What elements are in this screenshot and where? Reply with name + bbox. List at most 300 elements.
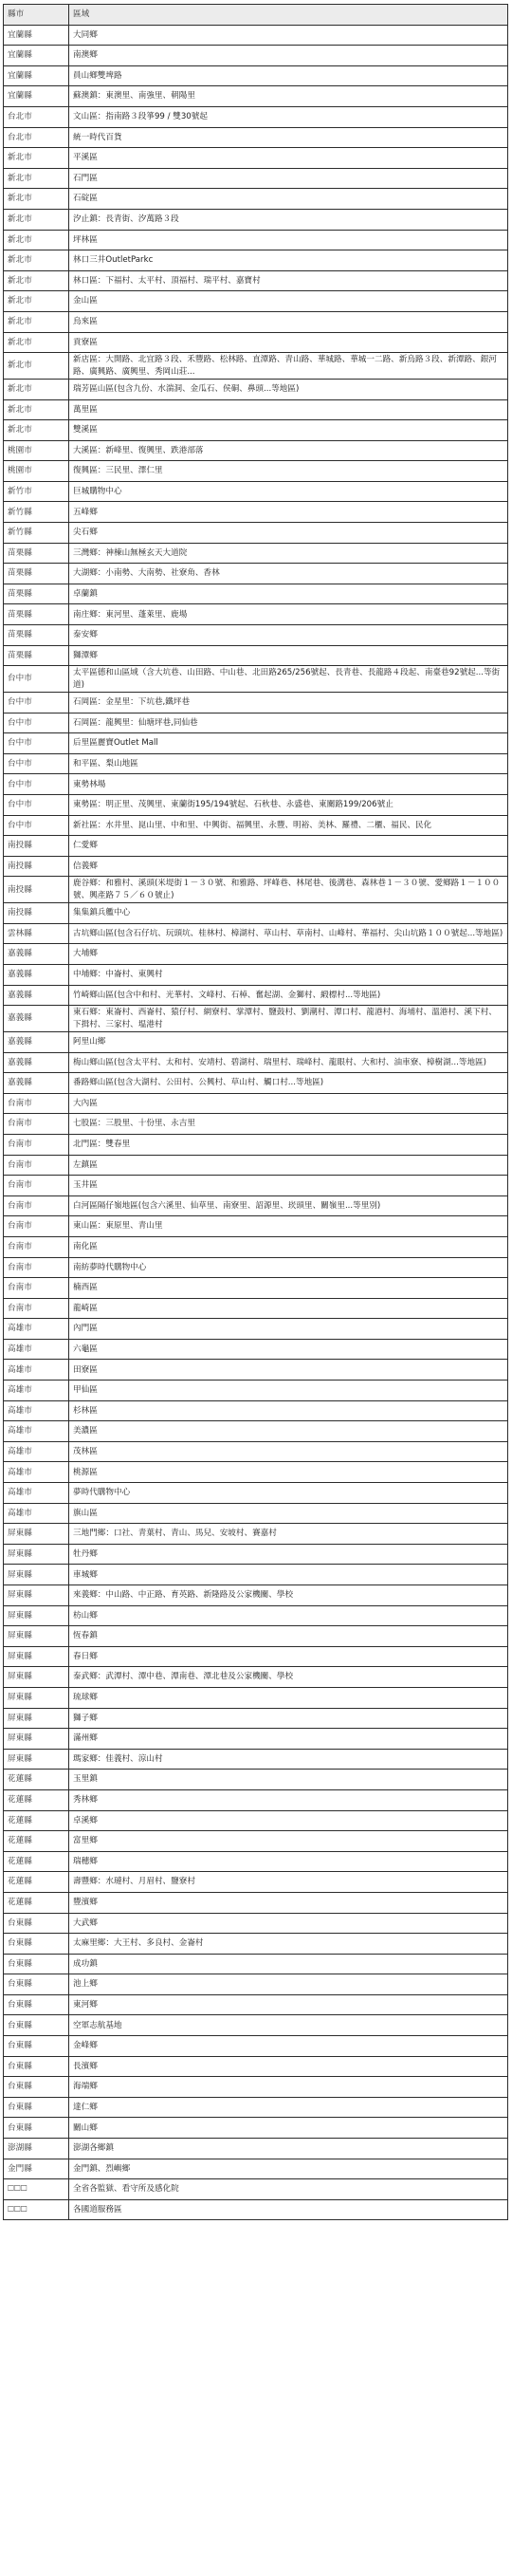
table-row (4, 1319, 508, 1340)
table-row (4, 209, 508, 230)
county-cell: 新竹縣 (4, 523, 69, 544)
table-row (4, 856, 508, 877)
county-cell: 嘉義縣 (4, 1052, 69, 1073)
county-cell: 新北市 (4, 399, 69, 420)
table-row (4, 1257, 508, 1278)
table-row (4, 836, 508, 857)
county-cell: 屏東縣 (4, 1687, 69, 1708)
county-cell: 新竹市 (4, 481, 69, 502)
table-row (4, 250, 508, 271)
county-cell: 台東縣 (4, 2056, 69, 2077)
area-cell: 北門區：雙春里 (69, 1134, 508, 1155)
area-cell: 石岡區：金星里：下坑巷,鐵坪巷 (69, 693, 508, 713)
area-cell: 瑞穗鄉 (69, 1851, 508, 1872)
table-row (4, 230, 508, 250)
county-cell: 屏東縣 (4, 1544, 69, 1565)
county-cell: 新北市 (4, 379, 69, 399)
area-cell: 后里區麗寶Outlet Mall (69, 733, 508, 754)
area-cell: 富里鄉 (69, 1831, 508, 1852)
area-cell: 南庄鄉：東河里、蓬萊里、鹿場 (69, 604, 508, 625)
county-cell: 屏東縣 (4, 1605, 69, 1626)
county-cell: 高雄市 (4, 1381, 69, 1401)
county-cell: 屏東縣 (4, 1565, 69, 1585)
county-cell: 台南市 (4, 1298, 69, 1319)
table-row (4, 353, 508, 380)
county-cell: 新竹縣 (4, 502, 69, 523)
area-cell: 南化區 (69, 1236, 508, 1257)
area-cell: 東勢林場 (69, 774, 508, 795)
table-row (4, 985, 508, 1006)
table-row (4, 2015, 508, 2036)
county-cell: 苗栗縣 (4, 543, 69, 564)
county-cell: 台東縣 (4, 2015, 69, 2036)
table-row (4, 1565, 508, 1585)
county-cell: 高雄市 (4, 1462, 69, 1483)
delivery-area-table-container (3, 4, 507, 2220)
area-cell: 貢寮區 (69, 332, 508, 353)
area-cell: 春日鄉 (69, 1646, 508, 1667)
area-cell: 卓蘭鎮 (69, 584, 508, 604)
county-cell: 屏東縣 (4, 1646, 69, 1667)
area-cell: 玉井區 (69, 1176, 508, 1196)
county-cell: 花蓮縣 (4, 1789, 69, 1810)
table-row (4, 2159, 508, 2179)
table-row (4, 543, 508, 564)
county-cell: 台南市 (4, 1236, 69, 1257)
table-row (4, 2139, 508, 2159)
table-row (4, 65, 508, 86)
area-cell: 東勢區：明正里、茂興里、東蘭街195/194號起、石秋巷、永盛巷、東關路199/206號止 (69, 795, 508, 816)
table-row (4, 1667, 508, 1688)
county-cell: 嘉義縣 (4, 1031, 69, 1052)
table-row (4, 1831, 508, 1852)
table-row (4, 1093, 508, 1114)
table-row (4, 440, 508, 461)
table-row (4, 2056, 508, 2077)
county-cell: 新北市 (4, 353, 69, 380)
table-row (4, 693, 508, 713)
county-cell: 南投縣 (4, 856, 69, 877)
area-cell: 金門鎮、烈嶼鄉 (69, 2159, 508, 2179)
county-cell: 屏東縣 (4, 1729, 69, 1750)
table-row (4, 502, 508, 523)
table-row (4, 1052, 508, 1073)
county-cell: 苗栗縣 (4, 584, 69, 604)
area-cell: 關山鄉 (69, 2118, 508, 2139)
county-cell: 高雄市 (4, 1360, 69, 1381)
header-area: 區域 (69, 5, 508, 26)
table-row (4, 1994, 508, 2015)
table-row (4, 2077, 508, 2098)
county-cell: 高雄市 (4, 1421, 69, 1442)
area-cell: 左鎮區 (69, 1155, 508, 1176)
table-row (4, 1954, 508, 1974)
area-cell: 統一時代百貨 (69, 127, 508, 148)
table-row (4, 584, 508, 604)
area-cell: 烏來區 (69, 311, 508, 332)
county-cell: 台南市 (4, 1155, 69, 1176)
table-body (4, 25, 508, 2220)
county-cell: 台北市 (4, 106, 69, 127)
area-cell: 恆春鎮 (69, 1626, 508, 1647)
county-cell: 新北市 (4, 209, 69, 230)
area-cell: 巨城購物中心 (69, 481, 508, 502)
county-cell: 台中市 (4, 815, 69, 836)
area-cell: 萬里區 (69, 399, 508, 420)
area-cell: 復興區：三民里、澤仁里 (69, 461, 508, 482)
county-cell: 台中市 (4, 693, 69, 713)
county-cell: 南投縣 (4, 903, 69, 924)
table-row (4, 1729, 508, 1750)
area-cell: 七股區：三股里、十份里、永吉里 (69, 1114, 508, 1135)
county-cell: 台東縣 (4, 1954, 69, 1974)
county-cell: 台東縣 (4, 2036, 69, 2057)
area-cell: 新店區：大開路、北宜路３段、禾豐路、松林路、直潭路、青山路、華城路、華城一二路、新烏路３段、新潭路、銀河路、廣興路、廣興里、秀岡山莊... (69, 353, 508, 380)
area-cell: 桃源區 (69, 1462, 508, 1483)
table-row (4, 733, 508, 754)
county-cell: 苗栗縣 (4, 564, 69, 584)
area-cell: 雙溪區 (69, 420, 508, 441)
table-row (4, 86, 508, 107)
area-cell: 池上鄉 (69, 1974, 508, 1995)
area-cell: 茂林區 (69, 1441, 508, 1462)
table-row (4, 753, 508, 774)
table-row (4, 1646, 508, 1667)
county-cell: 新北市 (4, 230, 69, 250)
county-cell: 高雄市 (4, 1503, 69, 1524)
table-row (4, 481, 508, 502)
county-cell: 花蓮縣 (4, 1851, 69, 1872)
area-cell: 獅子鄉 (69, 1708, 508, 1729)
area-cell: 枋山鄉 (69, 1605, 508, 1626)
county-cell: 苗栗縣 (4, 625, 69, 646)
area-cell: 泰安鄉 (69, 625, 508, 646)
county-cell: 台東縣 (4, 1994, 69, 2015)
county-cell: 屏東縣 (4, 1667, 69, 1688)
county-cell: 宜蘭縣 (4, 65, 69, 86)
table-row (4, 877, 508, 903)
table-row (4, 1605, 508, 1626)
area-cell: 成功鎮 (69, 1954, 508, 1974)
area-cell: 瑪家鄉：佳義村、涼山村 (69, 1749, 508, 1770)
table-row (4, 1441, 508, 1462)
table-row (4, 1176, 508, 1196)
county-cell: 屏東縣 (4, 1626, 69, 1647)
area-cell: 夢時代購物中心 (69, 1483, 508, 1504)
area-cell: 白河區隔仔嶺地區(包含六溪里、仙草里、南寮里、詔源里、崁頭里、關嶺里...等里別) (69, 1195, 508, 1216)
county-cell: 嘉義縣 (4, 944, 69, 965)
county-cell: 新北市 (4, 311, 69, 332)
area-cell: 信義鄉 (69, 856, 508, 877)
area-cell: 員山鄉雙埤路 (69, 65, 508, 86)
county-cell: 台南市 (4, 1093, 69, 1114)
area-cell: 空軍志航基地 (69, 2015, 508, 2036)
table-row (4, 1913, 508, 1934)
county-cell: 台東縣 (4, 2097, 69, 2118)
area-cell: 竹崎鄉山區(包含中和村、光華村、文峰村、石棹、奮起湖、金獅村、緞標村...等地區) (69, 985, 508, 1006)
county-cell: 嘉義縣 (4, 964, 69, 985)
area-cell: 各國道服務區 (69, 2199, 508, 2220)
area-cell: 大武鄉 (69, 1913, 508, 1934)
county-cell: 澎湖縣 (4, 2139, 69, 2159)
table-row (4, 420, 508, 441)
county-cell: 台南市 (4, 1278, 69, 1299)
area-cell: 玉里鎮 (69, 1770, 508, 1790)
table-row (4, 1298, 508, 1319)
county-cell: 新北市 (4, 250, 69, 271)
county-cell: 台中市 (4, 733, 69, 754)
area-cell: 泰武鄉：武潭村、潭中巷、潭南巷、潭北巷及公家機關、學校 (69, 1667, 508, 1688)
area-cell: 新社區：水井里、崑山里、中和里、中興街、福興里、永豐、明裕、美林、羅禮、二櫃、福民、民化 (69, 815, 508, 836)
area-cell: 牡丹鄉 (69, 1544, 508, 1565)
area-cell: 秀林鄉 (69, 1789, 508, 1810)
county-cell: 新北市 (4, 332, 69, 353)
area-cell: 鹿谷鄉：和雅村、溪頭(米堤街１－３０號、和雅路、坪峰巷、林尾巷、後溝巷、森林巷１－３０號、愛鄉路１－１００號、興產路７５／６０號止) (69, 877, 508, 903)
area-cell: 六龜區 (69, 1339, 508, 1360)
area-cell: 太麻里鄉：大王村、多良村、金崙村 (69, 1934, 508, 1955)
table-row (4, 291, 508, 312)
table-row (4, 1770, 508, 1790)
table-row (4, 564, 508, 584)
area-cell: 豐濱鄉 (69, 1892, 508, 1913)
county-cell: 台南市 (4, 1176, 69, 1196)
area-cell: 汐止鎮：長青街、汐萬路３段 (69, 209, 508, 230)
area-cell: 大同鄉 (69, 25, 508, 46)
area-cell: 石碇區 (69, 189, 508, 210)
area-cell: 東河鄉 (69, 1994, 508, 2015)
county-cell: 高雄市 (4, 1400, 69, 1421)
county-cell: 新北市 (4, 148, 69, 169)
area-cell: 車城鄉 (69, 1565, 508, 1585)
county-cell: 台東縣 (4, 2077, 69, 2098)
county-cell: 苗栗縣 (4, 645, 69, 666)
county-cell: 新北市 (4, 168, 69, 189)
area-cell: 石岡區：龍興里：仙塘坪巷,同仙巷 (69, 713, 508, 733)
county-cell: 花蓮縣 (4, 1770, 69, 1790)
area-cell: 美濃區 (69, 1421, 508, 1442)
area-cell: 梅山鄉山區(包含太平村、太和村、安靖村、碧湖村、瑞里村、瑞峰村、龍眼村、大和村、油車寮、樟樹湖...等地區) (69, 1052, 508, 1073)
table-row (4, 1687, 508, 1708)
table-row (4, 713, 508, 733)
area-cell: 卓溪鄉 (69, 1810, 508, 1831)
table-row (4, 964, 508, 985)
county-cell: 宜蘭縣 (4, 46, 69, 66)
area-cell: 杉林區 (69, 1400, 508, 1421)
county-cell: 花蓮縣 (4, 1872, 69, 1893)
table-row (4, 2199, 508, 2220)
table-row (4, 1236, 508, 1257)
area-cell: 大湖鄉：小南勢、大南勢、社寮角、香林 (69, 564, 508, 584)
county-cell: 台東縣 (4, 1974, 69, 1995)
table-row (4, 944, 508, 965)
area-cell: 尖石鄉 (69, 523, 508, 544)
table-row (4, 1810, 508, 1831)
county-cell: 台中市 (4, 795, 69, 816)
area-cell: 獅潭鄉 (69, 645, 508, 666)
table-row (4, 1462, 508, 1483)
county-cell: 花蓮縣 (4, 1831, 69, 1852)
table-row (4, 1749, 508, 1770)
area-cell: 阿里山鄉 (69, 1031, 508, 1052)
table-row (4, 461, 508, 482)
area-cell: 石門區 (69, 168, 508, 189)
header-county: 縣市 (4, 5, 69, 26)
area-cell: 大溪區：新峰里、復興里、跌港部落 (69, 440, 508, 461)
table-row (4, 148, 508, 169)
county-cell: 🞎🞎🞎 (4, 2179, 69, 2200)
area-cell: 壽豐鄉：水璉村、月眉村、鹽寮村 (69, 1872, 508, 1893)
county-cell: 宜蘭縣 (4, 86, 69, 107)
table-row (4, 1216, 508, 1237)
table-row (4, 1114, 508, 1135)
table-row (4, 523, 508, 544)
area-cell: 來義鄉：中山路、中正路、育英路、新隆路及公家機關、學校 (69, 1585, 508, 1606)
area-cell: 蘇澳鎮：東澳里、南強里、朝陽里 (69, 86, 508, 107)
county-cell: 屏東縣 (4, 1585, 69, 1606)
county-cell: 🞎🞎🞎 (4, 2199, 69, 2220)
county-cell: 南投縣 (4, 836, 69, 857)
area-cell: 東山區：東原里、青山里 (69, 1216, 508, 1237)
county-cell: 高雄市 (4, 1319, 69, 1340)
area-cell: 楠西區 (69, 1278, 508, 1299)
county-cell: 台中市 (4, 713, 69, 733)
county-cell: 嘉義縣 (4, 985, 69, 1006)
county-cell: 雲林縣 (4, 923, 69, 944)
area-cell: 琉球鄉 (69, 1687, 508, 1708)
county-cell: 桃園市 (4, 440, 69, 461)
table-row (4, 1400, 508, 1421)
table-row (4, 1155, 508, 1176)
area-cell: 五峰鄉 (69, 502, 508, 523)
table-row (4, 1585, 508, 1606)
table-row (4, 332, 508, 353)
table-row (4, 1031, 508, 1052)
area-cell: 大埔鄉 (69, 944, 508, 965)
county-cell: 新北市 (4, 291, 69, 312)
table-row (4, 270, 508, 291)
county-cell: 台南市 (4, 1257, 69, 1278)
table-row (4, 2036, 508, 2057)
county-cell: 南投縣 (4, 877, 69, 903)
table-row (4, 625, 508, 646)
table-row (4, 1134, 508, 1155)
county-cell: 新北市 (4, 189, 69, 210)
area-cell: 林口區：下福村、太平村、頂福村、瑞平村、嘉寶村 (69, 270, 508, 291)
table-row (4, 1195, 508, 1216)
county-cell: 花蓮縣 (4, 1892, 69, 1913)
table-row (4, 1851, 508, 1872)
area-cell: 金山區 (69, 291, 508, 312)
area-cell: 中埔鄉：中崙村、東興村 (69, 964, 508, 985)
table-row (4, 1381, 508, 1401)
table-row (4, 1006, 508, 1032)
table-row (4, 1892, 508, 1913)
area-cell: 番路鄉山區(包含大湖村、公田村、公興村、草山村、觸口村...等地區) (69, 1073, 508, 1094)
table-row (4, 127, 508, 148)
table-row (4, 1503, 508, 1524)
area-cell: 集集鎮兵艦中心 (69, 903, 508, 924)
area-cell: 太平區德和山區域（含大坑巷、山田路、中山巷、北田路265/256號起、長青巷、長龍路４段起、南臺巷92號起...等街道) (69, 666, 508, 693)
table-row (4, 1360, 508, 1381)
county-cell: 台南市 (4, 1216, 69, 1237)
area-cell: 澎湖各鄉鎮 (69, 2139, 508, 2159)
area-cell: 平溪區 (69, 148, 508, 169)
area-cell: 林口三井OutletParkc (69, 250, 508, 271)
county-cell: 台南市 (4, 1134, 69, 1155)
area-cell: 內門區 (69, 1319, 508, 1340)
table-row (4, 774, 508, 795)
county-cell: 台東縣 (4, 2118, 69, 2139)
area-cell: 瑞芳區山區(包含九份、水湍洞、金瓜石、侯硐、鼻頭...等地區) (69, 379, 508, 399)
area-cell: 南紡夢時代購物中心 (69, 1257, 508, 1278)
table-row (4, 2179, 508, 2200)
area-cell: 三灣鄉：神棟山無極玄天大道院 (69, 543, 508, 564)
area-cell: 古坑鄉山區(包含石仔坑、玩頭坑、桂林村、樟湖村、草山村、草南村、山峰村、華福村、尖山坑路１００號起...等地區) (69, 923, 508, 944)
table-row (4, 106, 508, 127)
table-row (4, 1524, 508, 1545)
area-cell: 三地門鄉：口社、青葉村、青山、馬兒、安坡村、賽嘉村 (69, 1524, 508, 1545)
county-cell: 桃園市 (4, 461, 69, 482)
county-cell: 苗栗縣 (4, 604, 69, 625)
county-cell: 台中市 (4, 666, 69, 693)
table-row (4, 1483, 508, 1504)
area-cell: 海端鄉 (69, 2077, 508, 2098)
county-cell: 高雄市 (4, 1483, 69, 1504)
county-cell: 台南市 (4, 1114, 69, 1135)
county-cell: 高雄市 (4, 1441, 69, 1462)
county-cell: 嘉義縣 (4, 1006, 69, 1032)
county-cell: 台南市 (4, 1195, 69, 1216)
county-cell: 台北市 (4, 127, 69, 148)
table-row (4, 795, 508, 816)
county-cell: 金門縣 (4, 2159, 69, 2179)
table-row (4, 903, 508, 924)
county-cell: 台東縣 (4, 1934, 69, 1955)
table-row (4, 645, 508, 666)
table-row (4, 1544, 508, 1565)
area-cell: 長濱鄉 (69, 2056, 508, 2077)
area-cell: 全省各監獄、看守所及感化院 (69, 2179, 508, 2200)
table-row (4, 1339, 508, 1360)
county-cell: 台東縣 (4, 1913, 69, 1934)
table-row (4, 1626, 508, 1647)
table-row (4, 1421, 508, 1442)
area-cell: 和平區、梨山地區 (69, 753, 508, 774)
county-cell: 新北市 (4, 270, 69, 291)
area-cell: 田寮區 (69, 1360, 508, 1381)
table-row (4, 25, 508, 46)
table-row (4, 311, 508, 332)
table-row (4, 46, 508, 66)
table-row (4, 2118, 508, 2139)
county-cell: 花蓮縣 (4, 1810, 69, 1831)
table-row (4, 399, 508, 420)
table-row (4, 1789, 508, 1810)
table-row (4, 604, 508, 625)
area-cell: 金峰鄉 (69, 2036, 508, 2057)
county-cell: 屏東縣 (4, 1524, 69, 1545)
table-row (4, 1278, 508, 1299)
table-row (4, 815, 508, 836)
area-cell: 旗山區 (69, 1503, 508, 1524)
county-cell: 屏東縣 (4, 1708, 69, 1729)
table-row (4, 1708, 508, 1729)
county-cell: 新北市 (4, 420, 69, 441)
area-cell: 達仁鄉 (69, 2097, 508, 2118)
table-row (4, 1934, 508, 1955)
table-row (4, 189, 508, 210)
table-row (4, 1872, 508, 1893)
